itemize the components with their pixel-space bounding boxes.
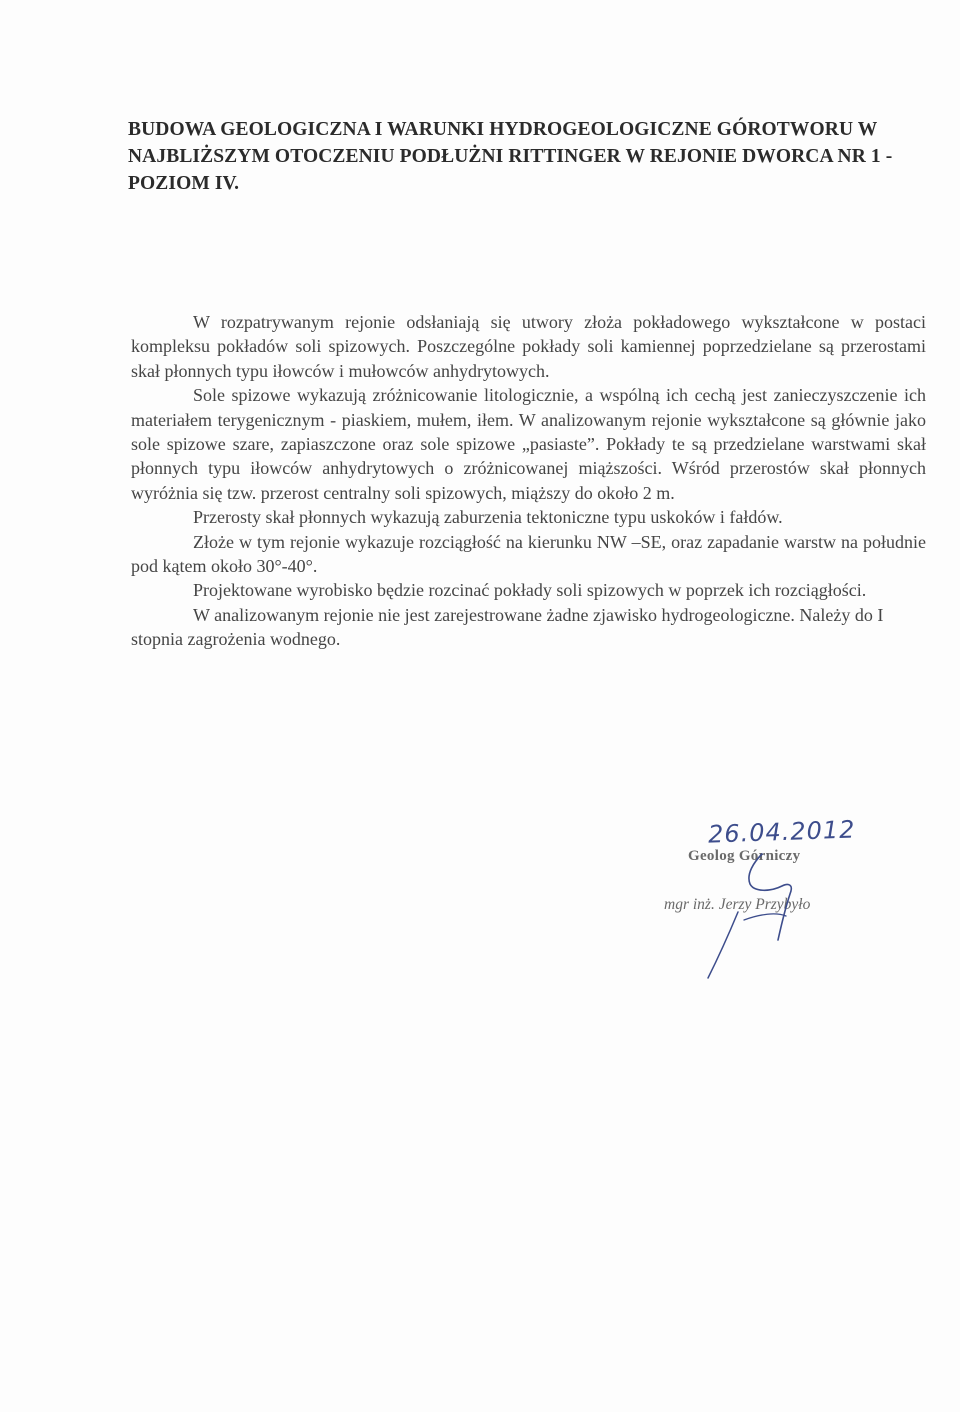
signature-stroke-main (749, 854, 791, 940)
paragraph-4: Złoże w tym rejonie wykazuje rozciągłość na kierunku NW –SE, oraz zapadanie warstw na południe pod kątem około 30°-40°. (131, 531, 926, 577)
handwritten-date: 26.04.2012 (707, 815, 856, 849)
paragraph-5: Projektowane wyrobisko będzie rozcinać pokłady soli spizowych w poprzek ich rozciągłości. (193, 580, 867, 601)
document-title: BUDOWA GEOLOGICZNA I WARUNKI HYDROGEOLOGICZNE GÓROTWORU W NAJBLIŻSZYM OTOCZENIU PODŁUŻNI RITTINGER W REJONIE DWORCA NR 1 - POZIOM IV. (128, 119, 893, 194)
signature-stroke-tail (708, 912, 738, 978)
paragraph-1: W rozpatrywanym rejonie odsłaniają się utwory złoża pokładowego wykształcone w postaci kompleksu pokładów soli spizowych. Poszczególne pokłady soli kamiennej poprzedzielane są przerostami skał płonnych typu iłowców i mułowców anhydrytowych. (131, 312, 926, 381)
handwritten-signature (690, 840, 830, 990)
paragraph-3: Przerosty skał płonnych wykazują zaburzenia tektoniczne typu uskoków i fałdów. (193, 507, 783, 528)
paragraph-6: W analizowanym rejonie nie jest zarejestrowane żadne zjawisko hydrogeologiczne. Należy do I stopnia zagrożenia wodnego. (131, 604, 884, 650)
paragraph-2: Sole spizowe wykazują zróżnicowanie litologicznie, a wspólną ich cechą jest zanieczyszczenie ich materiałem terygenicznym - piaskiem, mułem, iłem. W analizowanym rejonie wykształcone są głównie jako sole spizowe szare, zapiaszczone oraz sole spizowe „pasiaste”. Pokłady te są przedzielane warstwami skał płonnych typu iłowców anhydrytowych o zróżnicowanej miąższości. Wśród przerostów skał płonnych wyróżnia się tzw. przerost centralny soli spizowych, miąższy do około 2 m. (131, 385, 926, 503)
signer-role: Geolog Górniczy (688, 848, 801, 864)
signature-stroke-cross (744, 914, 786, 920)
document-body (131, 310, 926, 652)
signer-name: mgr inż. Jerzy Przybyło (664, 896, 811, 913)
